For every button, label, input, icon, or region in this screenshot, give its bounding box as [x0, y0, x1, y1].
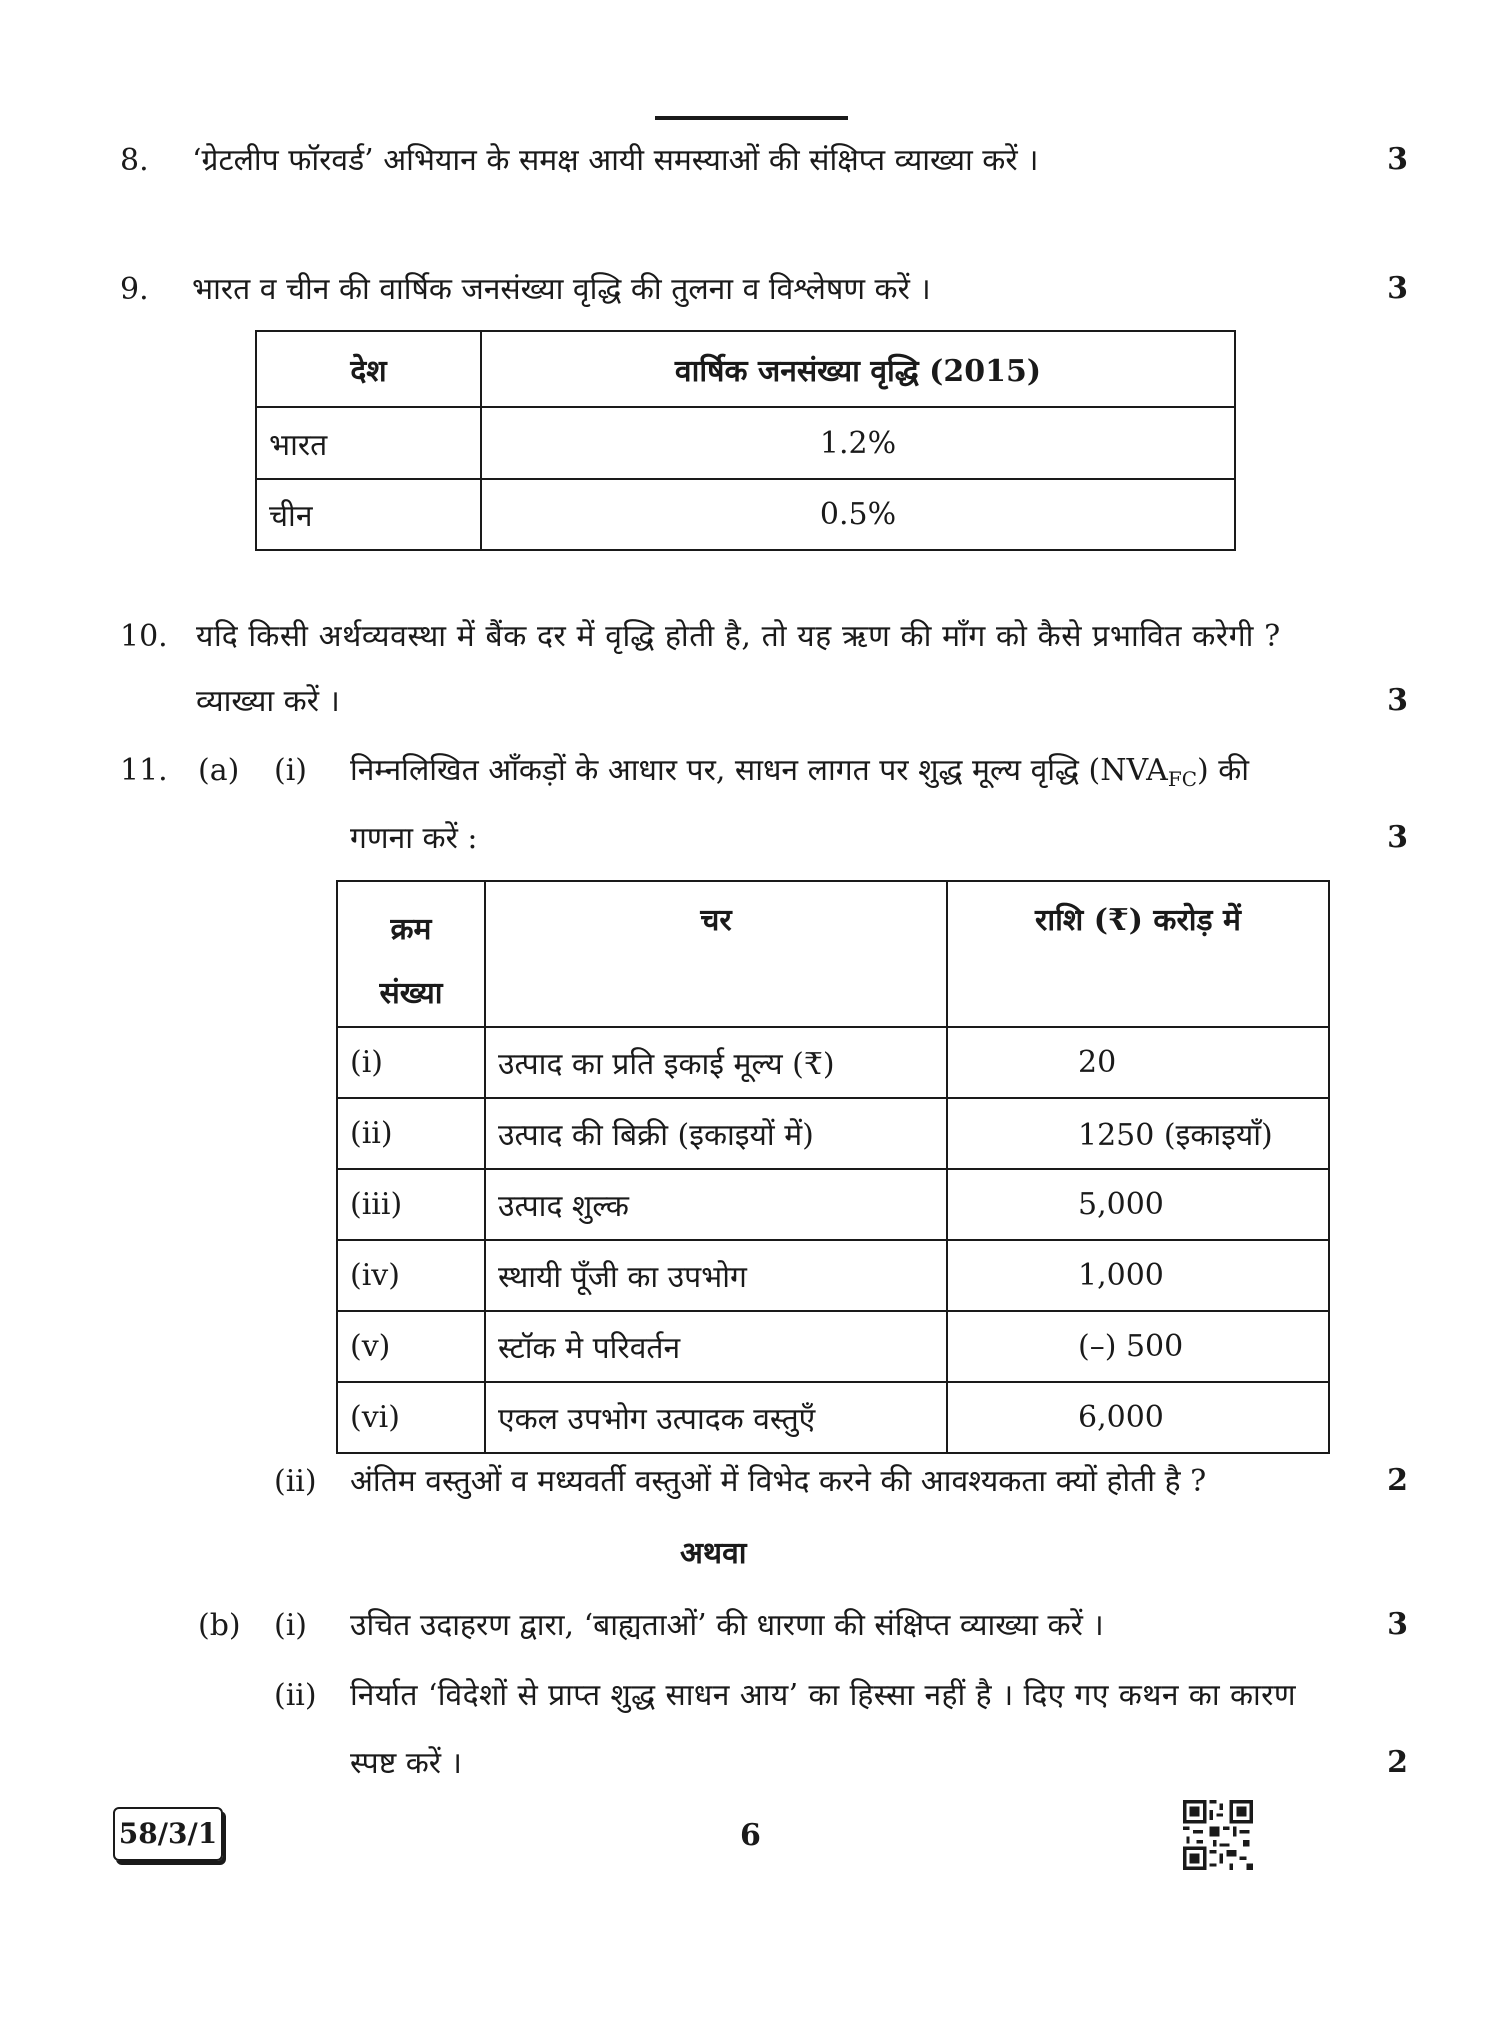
q11-b-ii-line1: निर्यात ‘विदेशों से प्राप्त शुद्ध साधन आय’ का हिस्सा नहीं है । दिए गए कथन का कारण [350, 1678, 1296, 1713]
q10-line2: व्याख्या करें । [196, 684, 340, 719]
q11-b-ii-label: (ii) [274, 1678, 317, 1713]
q11-a-ii-label: (ii) [274, 1464, 317, 1499]
nva-table-header [337, 881, 1329, 1027]
top-rule [655, 116, 848, 120]
q11-a-i-line1-post: ) की [1197, 753, 1250, 788]
q11-a-i-line1-pre: निम्नलिखित आँकड़ों के आधार पर, साधन लागत पर शुद्ध मूल्य वृद्धि (NVA [350, 753, 1168, 788]
q11-b-i-label: (i) [274, 1608, 308, 1643]
variable-cell: उत्पाद शुल्क [485, 1169, 947, 1240]
table-row [256, 479, 1235, 550]
header-amount: राशि (₹) करोड़ में [947, 881, 1329, 1027]
serial-cell: (ii) [337, 1098, 485, 1169]
header-growth: वार्षिक जनसंख्या वृद्धि (2015) [481, 331, 1235, 407]
q11-number: 11. [120, 753, 168, 788]
variable-cell: उत्पाद का प्रति इकाई मूल्य (₹) [485, 1027, 947, 1098]
variable-cell: स्टॉक मे परिवर्तन [485, 1311, 947, 1382]
paper-code: 58/3/1 [113, 1807, 223, 1861]
table-row [337, 1169, 1329, 1240]
q9-text: भारत व चीन की वार्षिक जनसंख्या वृद्धि की तुलना व विश्लेषण करें । [192, 272, 931, 307]
nva-data-table [336, 880, 1330, 1454]
growth-cell: 1.2% [481, 407, 1235, 479]
q9-number: 9. [120, 272, 149, 307]
variable-cell: उत्पाद की बिक्री (इकाइयों में) [485, 1098, 947, 1169]
page-number: 6 [740, 1818, 761, 1853]
variable-cell: एकल उपभोग उत्पादक वस्तुएँ [485, 1382, 947, 1453]
amount-cell: (–) 500 [947, 1311, 1329, 1382]
q11-a-ii-text: अंतिम वस्तुओं व मध्यवर्ती वस्तुओं में विभेद करने की आवश्यकता क्यों होती है ? [350, 1464, 1207, 1499]
q10-number: 10. [120, 619, 168, 654]
q10-marks: 3 [1387, 683, 1408, 718]
serial-cell: (v) [337, 1311, 485, 1382]
q11-b-i-text: उचित उदाहरण द्वारा, ‘बाह्यताओं’ की धारणा की संक्षिप्त व्याख्या करें । [350, 1608, 1104, 1643]
nva-fc-subscript: FC [1167, 767, 1197, 791]
header-serial-line1: क्रम [390, 912, 432, 947]
q11-a-i-label: (i) [274, 753, 308, 788]
amount-cell: 1,000 [947, 1240, 1329, 1311]
amount-cell: 1250 (इकाइयाँ) [947, 1098, 1329, 1169]
table-row [337, 1098, 1329, 1169]
q9-marks: 3 [1387, 271, 1408, 306]
growth-cell: 0.5% [481, 479, 1235, 550]
amount-cell: 6,000 [947, 1382, 1329, 1453]
serial-cell: (i) [337, 1027, 485, 1098]
amount-cell: 5,000 [947, 1169, 1329, 1240]
population-table-header [256, 331, 1235, 407]
country-cell: भारत [256, 407, 481, 479]
country-cell: चीन [256, 479, 481, 550]
q8-text: ‘ग्रेटलीप फॉरवर्ड’ अभियान के समक्ष आयी समस्याओं की संक्षिप्त व्याख्या करें । [192, 143, 1039, 178]
q8-number: 8. [120, 143, 149, 178]
q11-b-ii-line2: स्पष्ट करें । [350, 1746, 462, 1781]
q11-a-ii-marks: 2 [1387, 1463, 1408, 1498]
table-row [337, 1027, 1329, 1098]
header-serial [337, 881, 485, 1027]
q11-b-label: (b) [198, 1608, 241, 1643]
table-row [337, 1382, 1329, 1453]
q11-b-i-marks: 3 [1387, 1607, 1408, 1642]
serial-cell: (iii) [337, 1169, 485, 1240]
or-separator: अथवा [680, 1536, 747, 1571]
table-row [256, 407, 1235, 479]
q11-a-i-line2: गणना करें : [350, 821, 478, 856]
qr-code-icon [1183, 1800, 1253, 1870]
q8-marks: 3 [1387, 142, 1408, 177]
header-serial-line2: संख्या [379, 976, 443, 1011]
amount-cell: 20 [947, 1027, 1329, 1098]
table-row [337, 1311, 1329, 1382]
q10-line1: यदि किसी अर्थव्यवस्था में बैंक दर में वृद्धि होती है, तो यह ऋण की माँग को कैसे प्रभावित करेगी ? [196, 619, 1281, 654]
q11-a-i-line1 [350, 752, 1249, 798]
serial-cell: (vi) [337, 1382, 485, 1453]
header-country: देश [256, 331, 481, 407]
serial-cell: (iv) [337, 1240, 485, 1311]
population-table [255, 330, 1236, 551]
q11-a-label: (a) [198, 753, 240, 788]
q11-a-i-marks: 3 [1387, 820, 1408, 855]
header-variable: चर [485, 881, 947, 1027]
variable-cell: स्थायी पूँजी का उपभोग [485, 1240, 947, 1311]
q11-b-ii-marks: 2 [1387, 1745, 1408, 1780]
table-row [337, 1240, 1329, 1311]
